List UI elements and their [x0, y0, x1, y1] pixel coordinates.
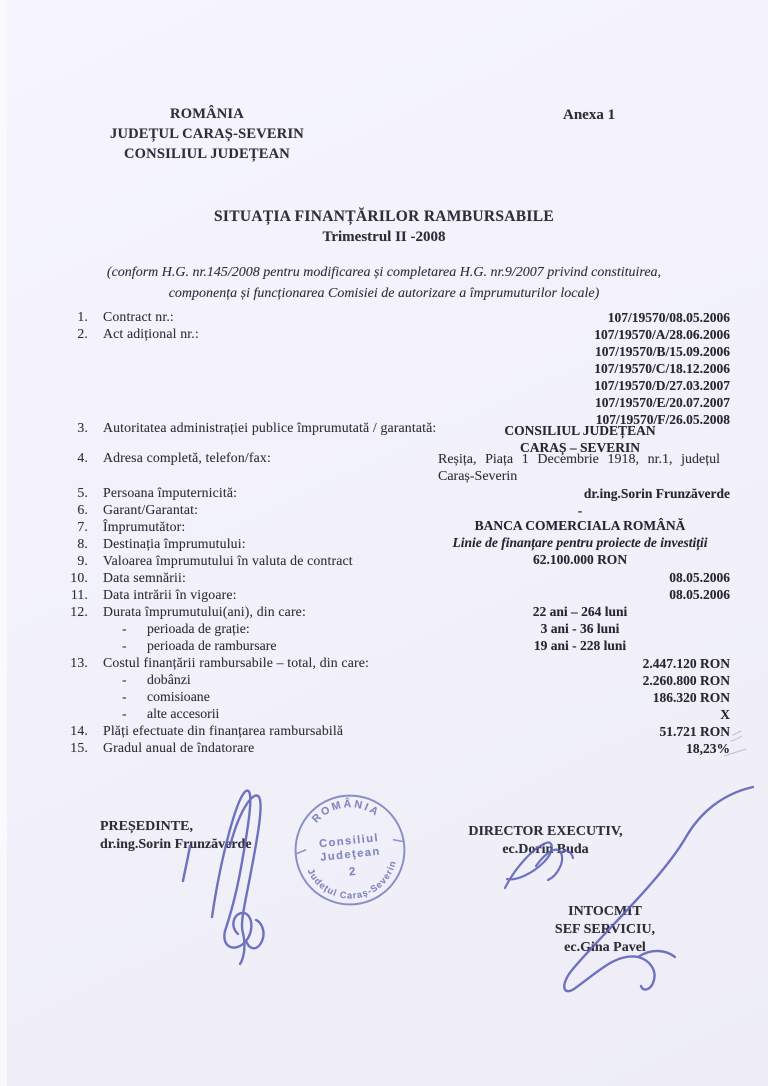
subitem-label: perioada de rambursare — [147, 638, 277, 653]
item-label: Destinația împrumutului: — [103, 536, 246, 551]
value-authority-line2: CARAȘ – SEVERIN — [519, 440, 641, 455]
item-row-10: 10. Data semnării: — [70, 570, 186, 585]
value-addendum: 107/19570/C/18.12.2006 — [594, 361, 730, 376]
value-addendum: 107/19570/B/15.09.2006 — [594, 344, 730, 359]
value-payments-made: 51.721 RON — [659, 724, 730, 739]
document-title: SITUAȚIA FINANȚĂRILOR RAMBURSABILE — [213, 208, 555, 225]
address-line1: Reșița, Piața 1 Decembrie 1918, nr.1, județul — [438, 452, 720, 467]
item-row-9: 9. Valoarea împrumutului în valuta de contract — [77, 553, 353, 568]
stamp-right-dash — [393, 839, 403, 843]
org-country: ROMÂNIA — [170, 106, 244, 122]
legal-reference: (conform H.G. nr.145/2008 pentru modificarea și completarea H.G. nr.9/2007 privind constituirea, componența și funcționarea Comisiei de autorizare a împrumuturilor locale) — [106, 265, 662, 301]
stamp-left-dash — [296, 850, 306, 854]
stamp-county-arc: Județul Caraș-Severin — [305, 859, 398, 901]
item-row-12: 12. Durata împrumutului(ani), din care: — [70, 604, 306, 619]
item-label: Data semnării: — [103, 570, 186, 585]
subitem-label: alte accesorii — [147, 706, 220, 721]
org-header — [62, 104, 352, 164]
item-row-4: 4. Adresa completă, telefon/fax: — [77, 450, 271, 465]
item-label: Durata împrumutului(ani), din care: — [103, 604, 306, 619]
value-grace-period: 3 ani - 36 luni — [540, 621, 620, 636]
item-row-15: 15. Gradul anual de îndatorare — [70, 740, 255, 755]
item-label: Act adițional nr.: — [103, 326, 199, 341]
subitem-interest: - dobânzi — [122, 672, 191, 687]
prepared-line1: INTOCMIT — [568, 904, 642, 919]
value-repayment-period: 19 ani - 228 luni — [533, 638, 627, 653]
president-name: dr.ing.Sorin Frunzăverde — [100, 837, 252, 852]
value-addendum: 107/19570/F/26.05.2008 — [595, 412, 730, 427]
value-interest: 2.260.800 RON — [642, 673, 730, 688]
director-title: DIRECTOR EXECUTIV, — [468, 824, 623, 839]
prepared-by-block — [524, 903, 686, 957]
subitem-other: - alte accesorii — [122, 706, 220, 721]
chief-handwritten-signature — [564, 787, 753, 991]
document-subtitle-period: Trimestrul II -2008 — [322, 229, 446, 245]
item-label: Gradul anual de îndatorare — [103, 740, 255, 755]
value-address — [438, 451, 720, 485]
item-row-13: 13. Costul finanțării rambursabile – total, din care: — [70, 655, 369, 670]
subitem-label: dobânzi — [147, 672, 191, 687]
value-authority-line1: CONSILIUL JUDEȚEAN — [504, 423, 656, 438]
director-name: ec.Dorin Buda — [502, 842, 589, 857]
subitem-label: perioada de grație: — [147, 621, 250, 636]
prepared-name: ec.Gina Pavel — [564, 940, 646, 955]
item-label: Data intrării în vigoare: — [103, 587, 237, 602]
value-contract-no: 107/19570/08.05.2006 — [607, 310, 730, 325]
address-line2: Caraș-Severin — [438, 469, 518, 484]
value-signing-date: 08.05.2006 — [669, 570, 730, 585]
stamp-council-line2: Județean — [319, 845, 382, 864]
item-row-7: 7. Împrumutător: — [77, 519, 186, 534]
stamp-number: 2 — [348, 864, 357, 879]
subitem-grace: - perioada de grație: — [122, 621, 250, 636]
item-label: Autoritatea administrației publice împrumutată / garantată: — [103, 420, 437, 435]
value-addendum: 107/19570/D/27.03.2007 — [594, 378, 730, 393]
stamp-council-line1: Consiliul — [318, 832, 380, 851]
president-title: PREȘEDINTE, — [100, 819, 193, 834]
item-row-14: 14. Plăți efectuate din finanțarea rambursabilă — [70, 723, 344, 738]
subitem-commissions: - comisioane — [122, 689, 210, 704]
value-commissions: 186.320 RON — [652, 690, 730, 705]
org-county: JUDEȚUL CARAȘ-SEVERIN — [110, 126, 304, 142]
item-row-8: 8. Destinația împrumutului: — [77, 536, 246, 551]
official-round-stamp — [275, 775, 424, 924]
item-label: Persoana împuternicită: — [103, 485, 238, 500]
subitem-label: comisioane — [147, 689, 210, 704]
item-row-6: 6. Garant/Garantat: — [77, 502, 199, 517]
value-loan-value: 62.100.000 RON — [532, 552, 628, 567]
item-label: Împrumutător: — [103, 519, 186, 534]
value-authorized-person: dr.ing.Sorin Frunzăverde — [583, 486, 730, 501]
item-label: Plăți efectuate din finanțarea rambursabilă — [103, 723, 344, 738]
value-effective-date: 08.05.2006 — [669, 587, 730, 602]
org-council: CONSILIUL JUDEȚEAN — [124, 146, 290, 162]
item-row-3: 3. Autoritatea administrației publice împrumutată / garantată: — [77, 420, 437, 435]
value-duration-total: 22 ani – 264 luni — [532, 604, 628, 619]
value-addendum: 107/19570/E/20.07.2007 — [594, 395, 730, 410]
item-row-5: 5. Persoana împuternicită: — [77, 485, 238, 500]
item-row-11: 11. Data intrării în vigoare: — [70, 587, 237, 602]
item-label: Contract nr.: — [103, 309, 174, 324]
value-addendum: 107/19570/A/28.06.2006 — [594, 327, 730, 342]
value-guarantor: - — [577, 503, 583, 518]
value-lender: BANCA COMERCIALA ROMÂNĂ — [474, 518, 686, 533]
item-label: Adresa completă, telefon/fax: — [103, 450, 271, 465]
item-label: Garant/Garantat: — [103, 502, 199, 517]
value-indebtedness-degree: 18,23% — [686, 741, 730, 756]
svg-text:ROMÂNIA — [308, 794, 383, 827]
value-total-cost: 2.447.120 RON — [642, 656, 730, 671]
president-signature-block — [100, 818, 252, 854]
value-other-costs: X — [720, 707, 730, 722]
annex-label: Anexa 1 — [563, 107, 616, 123]
value-loan-purpose: Linie de finanțare pentru proiecte de investiții — [452, 535, 708, 550]
director-signature-block — [458, 823, 633, 859]
stamp-country-arc: ROMÂNIA — [309, 798, 383, 826]
item-row-1: 1. Contract nr.: — [77, 309, 174, 324]
prepared-line2: SEF SERVICIU, — [554, 922, 656, 937]
president-handwritten-signature — [183, 791, 264, 964]
item-label: Valoarea împrumutului în valuta de contract — [103, 553, 353, 568]
item-row-2: 2. Act adițional nr.: — [77, 326, 199, 341]
subitem-repayment: - perioada de rambursare — [122, 638, 277, 653]
item-label: Costul finanțării rambursabile – total, din care: — [103, 655, 369, 670]
